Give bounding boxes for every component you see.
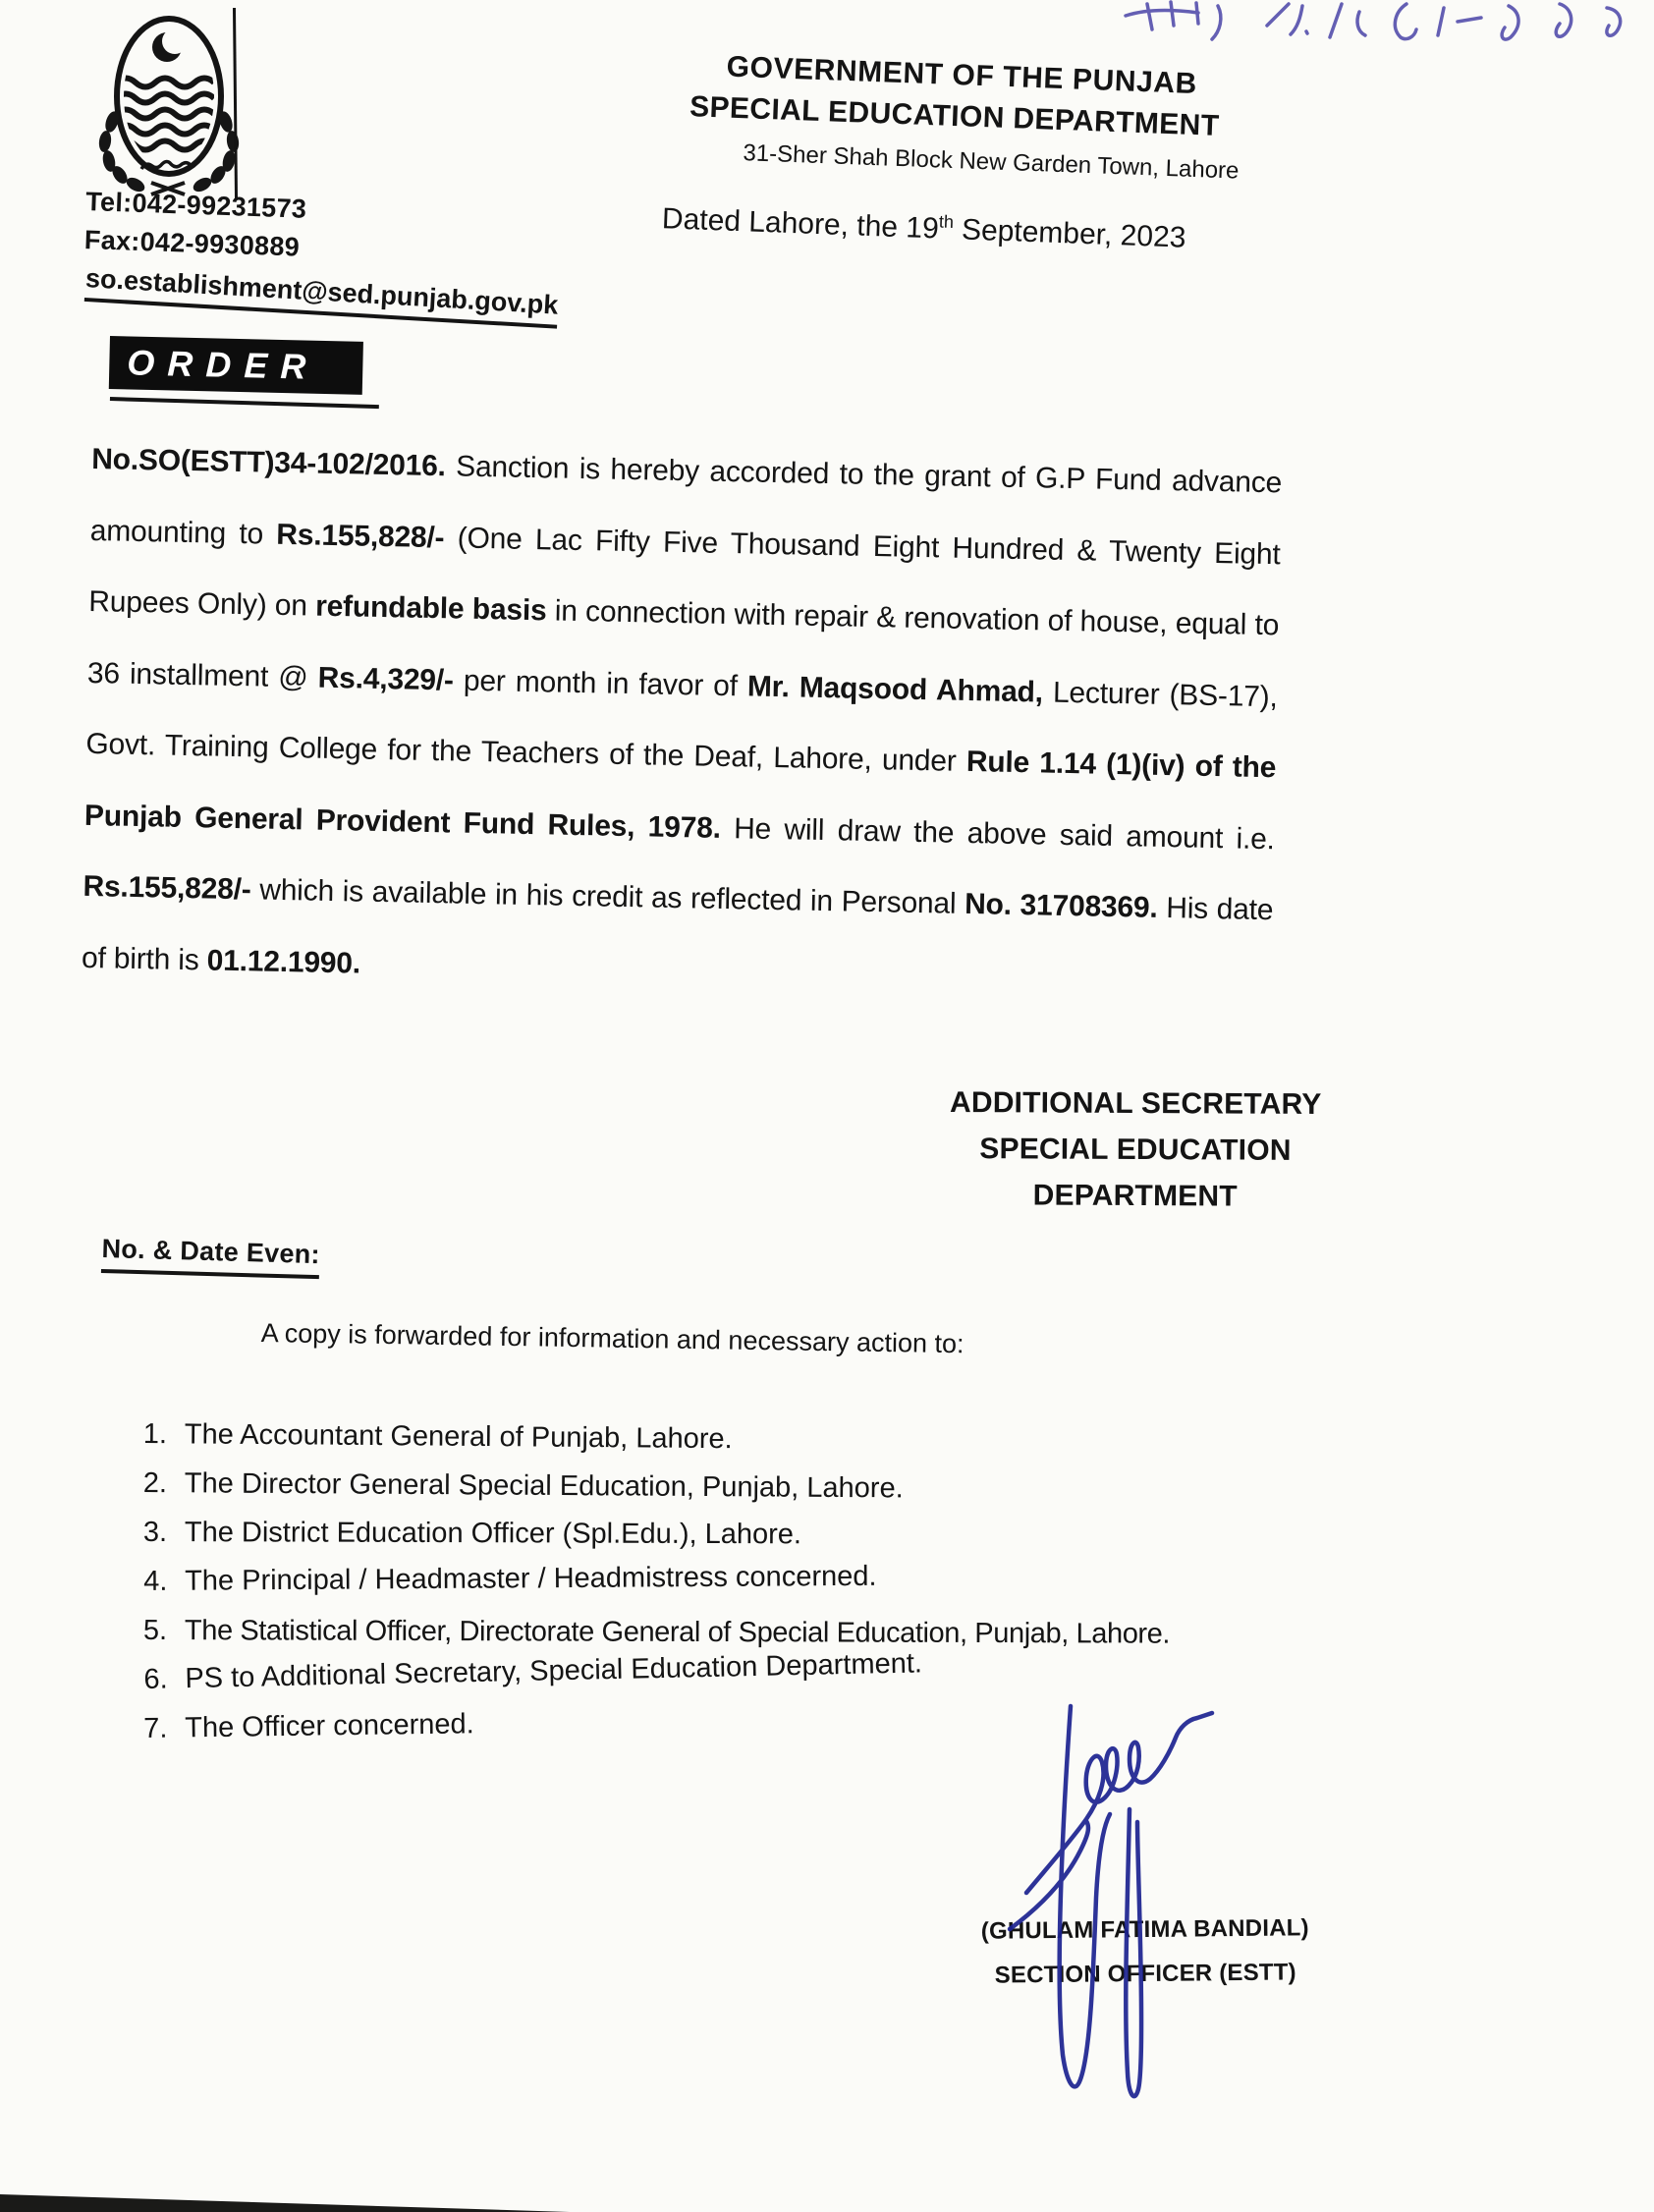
ref-number-label: No. & Date Even: (101, 1234, 320, 1279)
item-text: The Officer concerned. (185, 1708, 474, 1744)
government-title: GOVERNMENT OF THE PUNJAB (726, 50, 1198, 101)
list-item (143, 1513, 1302, 1557)
email-address: so.establishment@sed.punjab.gov.pk (84, 263, 559, 329)
order-heading (109, 336, 363, 395)
date-suffix: September, 2023 (953, 213, 1187, 254)
date-ordinal: th (938, 211, 955, 233)
item-number: 1. (142, 1417, 168, 1451)
tel-number: Tel:042-99231573 (84, 186, 307, 224)
signatory-name: (GHULAM FATIMA BANDIAL) (980, 1914, 1309, 1945)
address-line: 31-Sher Shah Block New Garden Town, Lahore (743, 139, 1240, 185)
list-item (143, 1464, 1302, 1512)
handwritten-note-icon (1120, 0, 1654, 63)
signatory-upper-line2: SPECIAL EDUCATION (979, 1133, 1292, 1167)
item-text: PS to Additional Secretary, Special Education Department. (185, 1647, 923, 1695)
item-text: The Statistical Officer, Directorate General of Special Education, Punjab, Lahore. (184, 1615, 1171, 1650)
signatory-upper-line1: ADDITIONAL SECRETARY (949, 1086, 1322, 1121)
item-number: 7. (143, 1712, 168, 1744)
list-item (143, 1554, 1302, 1602)
department-title: SPECIAL EDUCATION DEPARTMENT (689, 90, 1221, 142)
date-prefix: Dated Lahore, the 19 (661, 202, 940, 246)
order-heading-underline (110, 397, 379, 409)
item-number: 6. (143, 1663, 168, 1695)
signatory-upper-block (921, 1079, 1351, 1220)
item-text: The District Education Officer (Spl.Edu.), Lahore. (184, 1517, 802, 1551)
list-item (143, 1414, 1302, 1465)
item-text: The Accountant General of Punjab, Lahore. (184, 1418, 733, 1456)
signature-ink-icon (982, 1682, 1336, 2114)
item-text: The Principal / Headmaster / Headmistress concerned. (185, 1560, 877, 1597)
item-number: 5. (142, 1615, 168, 1647)
scan-edge-artifact (0, 2194, 570, 2212)
order-heading-text: ORDER (126, 342, 319, 387)
item-number: 4. (143, 1565, 168, 1597)
fax-number: Fax:042-9930889 (83, 224, 301, 262)
item-text: The Director General Special Education, Punjab, Lahore. (184, 1467, 904, 1505)
signatory-upper-line3: DEPARTMENT (1032, 1179, 1238, 1213)
forwarding-line: A copy is forwarded for information and necessary action to: (260, 1318, 965, 1359)
item-number: 3. (142, 1517, 168, 1549)
order-body-paragraph: No.SO(ESTT)34-102/2016. Sanction is hereby accorded to the grant of G.P Fund advance amounting to Rs.155,828/- (One Lac Fifty Five Thousand Eight Hundred & Twenty Eight Rupees Only) on refundable basis in connection with repair & renovation of house, equal to 36 installment @ Rs.4,329/- per month in favor of Mr. Maqsood Ahmad, Lecturer (BS-17), Govt. Training College for the Teachers of the Deaf, Lahore, under Rule 1.14 (1)(iv) of the Punjab General Provident Fund Rules, 1978. He will draw the above said amount i.e. Rs.155,828/- which is available in his credit as reflected in Personal No. 31708369. His date of birth is 01.12.1990. (81, 442, 1283, 980)
signatory-title: SECTION OFFICER (ESTT) (994, 1959, 1296, 1989)
item-number: 2. (142, 1466, 168, 1500)
date-line (661, 201, 1186, 255)
